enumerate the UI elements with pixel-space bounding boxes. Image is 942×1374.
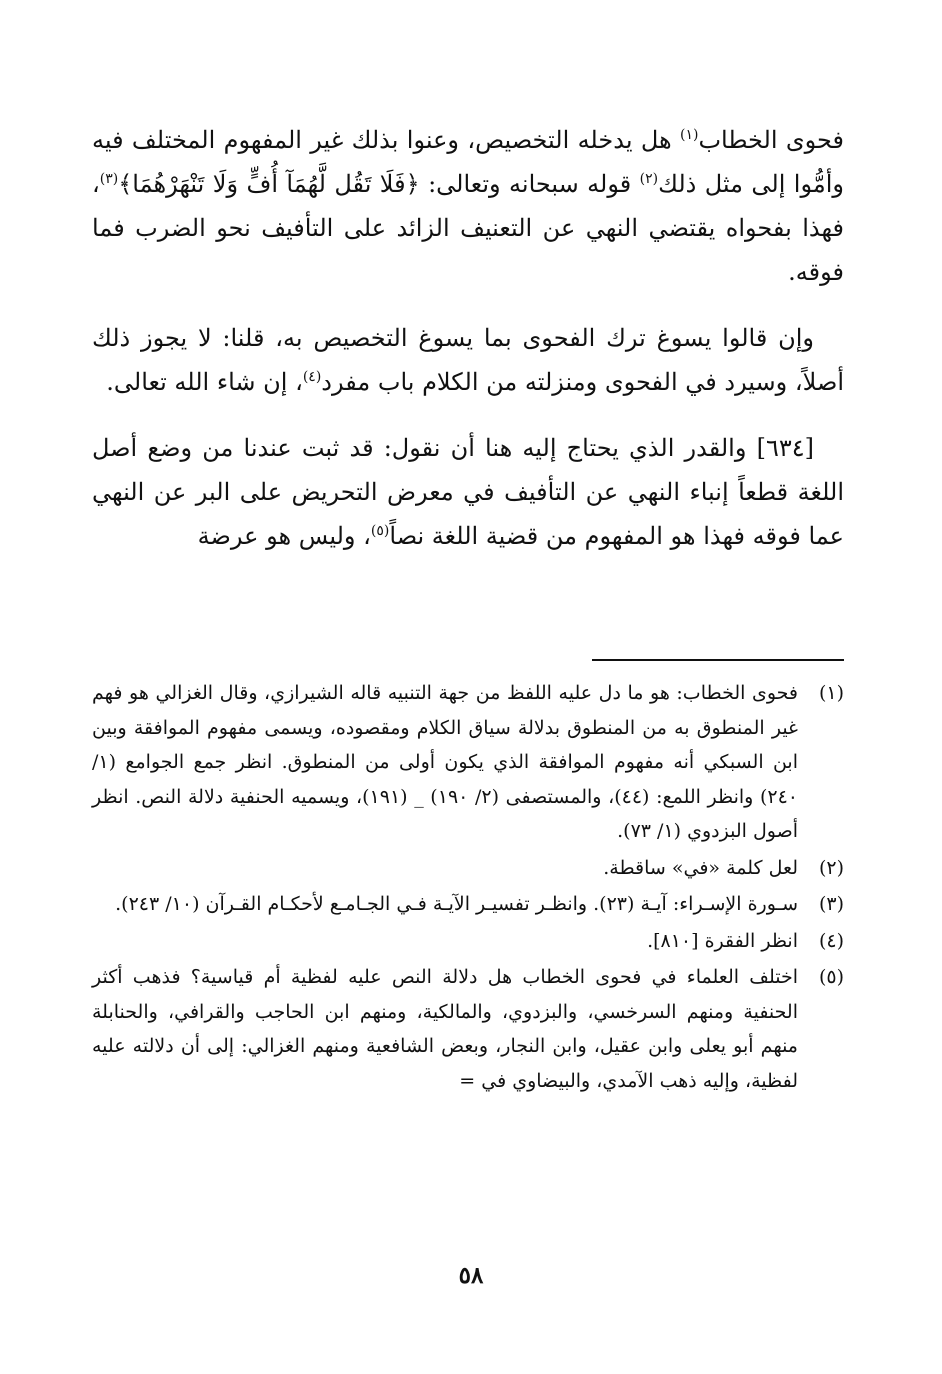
main-text [92,118,844,580]
footnote-text: انظر الفقرة [٨١٠]. [647,929,798,952]
text-segment: قوله سبحانه وتعالى: [419,170,640,198]
footnote-number: (٢) [818,856,844,879]
text-segment: وإن قالوا يسوغ ترك الفحوى بما يسوغ التخصيص به، قلنا: لا يجوز ذلك أصلاً، وسيرد في الفحوى ومنزلته من الكلام باب مفرد [92,324,844,396]
footnote-text: فحوى الخطاب: هو ما دل عليه اللفظ من جهة التنبيه قاله الشيرازي، وقال الغزالي هو فهم غير المنطوق به من المنطوق بدلالة سياق الكلام ومقصوده، ويسمى مفهوم الموافقة وبين ابن السبكي أنه مفهوم الموافقة الذي يكون أولى من المنطوق. انظر جمع الجوامع (١/ ٢٤٠) وانظر اللمع: (٤٤)، والمستصفى (٢/ ١٩٠) _ (١٩١)، ويسميه الحنفية دلالة النص. انظر أصول البزدوي (١/ ٧٣). [92,682,798,842]
text-segment: ، إن شاء الله تعالى. [106,368,303,396]
text-segment: ، وليس هو عرضة [197,522,371,550]
paragraph-1 [92,118,844,294]
footnote-number: (١) [818,682,844,704]
footnote-number: (٣) [818,893,844,915]
text-segment: ، فهذا بفحواه يقتضي النهي عن التعنيف الزائد على التأفيف نحو الضرب فما فوقه. [92,170,844,286]
text-segment: هل يدخله التخصيص، وعنوا بذلك غير المفهوم المختلف فيه وأمُّوا إلى مثل ذلك [92,126,844,198]
footnote-number: (٤) [818,929,844,952]
paragraph-3 [92,426,844,558]
page-number: ٥٨ [458,1262,484,1289]
text-segment: فحوى الخطاب [698,126,844,154]
footnote-number: (٥) [818,966,844,988]
footnote-3 [92,887,844,922]
footnotes [92,676,844,1100]
footnote-ref-3[interactable]: (٣) [99,171,119,187]
footnote-ref-4[interactable]: (٤) [302,369,322,385]
footnote-text: سـورة الإسـراء: آيـة (٢٣). وانظـر تفسيـر الآيـة فـي الجـامـع لأحكـام القـرآن (١٠/ ٢٤٣). [115,893,798,915]
text-segment: [٦٣٤] والقدر الذي يحتاج إليه هنا أن نقول: قد ثبت عندنا من وضع أصل اللغة قطعاً إنباء النهي عن التأفيف في معرض التحريض على البر عن النهي عما فوقه فهذا هو المفهوم من قضية اللغة نصاً [92,434,844,550]
footnote-text: لعل كلمة «في» ساقطة. [603,856,798,879]
footnote-text: اختلف العلماء في فحوى الخطاب هل دلالة النص عليه لفظية أم قياسية؟ فذهب أكثر الحنفية ومنهم السرخسي، والبزدوي، والمالكية، ومنهم ابن الحاجب والقرافي، والحنابلة منهم أبو يعلى وابن عقيل، وابن النجار، وبعض الشافعية ومنهم الغزالي: إلى أن دلالته عليه لفظية، وإليه ذهب الآمدي، والبيضاوي في = [92,966,799,1092]
footnote-2 [92,851,844,886]
footnote-4 [92,924,844,959]
footnote-ref-2[interactable]: (٢) [639,171,659,187]
footnote-ref-1[interactable]: (١) [679,127,699,143]
footnote-1 [92,676,844,849]
footnote-separator [592,659,844,661]
footnote-5 [92,960,844,1098]
paragraph-2 [92,316,844,404]
footnote-ref-5[interactable]: (٥) [370,523,390,539]
quran-verse: ﴿فَلَا تَقُل لَّهُمَآ أُفٍّ وَلَا تَنْهَرْهُمَا﴾ [118,170,420,198]
